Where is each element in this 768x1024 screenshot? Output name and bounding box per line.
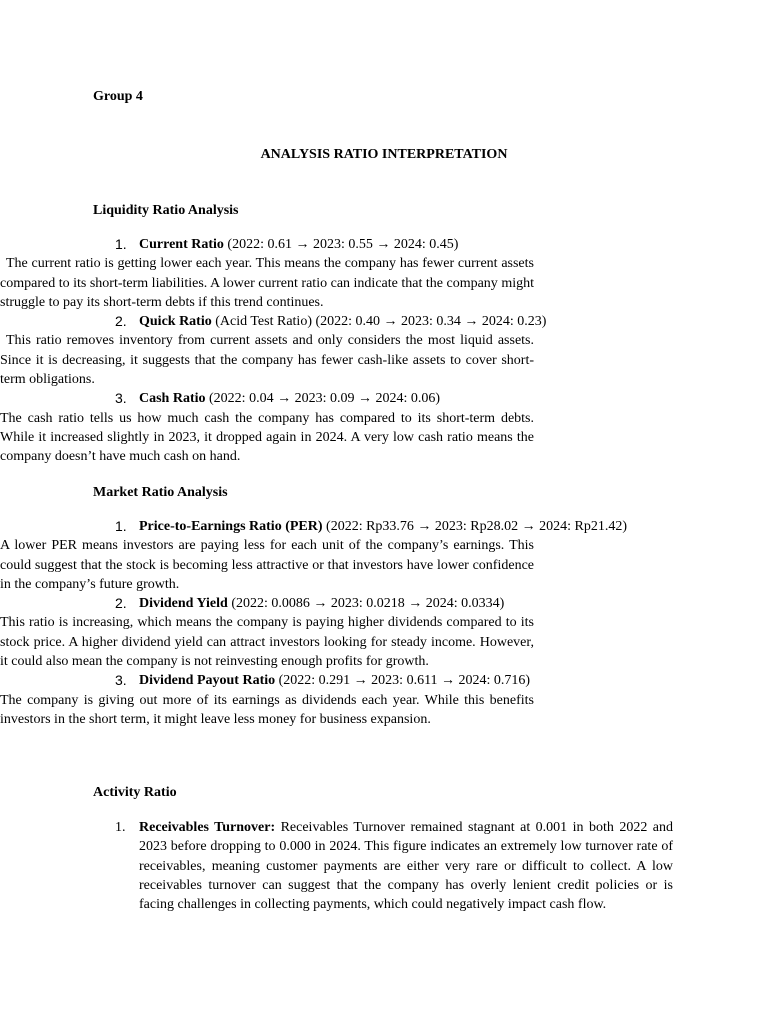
list-number: 1. [115,518,127,534]
ratio-explanation: Receivables Turnover remained stagnant at 0.001 in both 2022 and 2023 before dropping to 0.000 in 2024. This figure indicates an extremely low turnover rate of receivables, meaning customer payments are either very rare or difficult to collect. A low receivables turnover can suggest that the company has overly lenient credit policies or is facing challenges in collecting payments, which could negatively impact cash flow. [139,820,673,913]
ratio-explanation: This ratio is increasing, which means the company is paying higher dividends compared to its stock price. A higher dividend yield can attract investors looking for steady income. However, it could also mean the company is not reinvesting enough profits for growth. [0,615,534,670]
list-item-current-ratio [0,235,768,312]
ratio-values: (2022: 0.61 → 2023: 0.55 → 2024: 0.45) [223,237,459,252]
activity-ratio-list [0,818,768,914]
ratio-term: Price-to-Earnings Ratio (PER) [139,519,323,534]
group-label: Group 4 [93,89,143,104]
ratio-term: Receivables Turnover: [139,820,276,835]
document-title: ANALYSIS RATIO INTERPRETATION [260,147,508,162]
ratio-explanation: A lower PER means investors are paying less for each unit of the company’s earnings. This could suggest that the stock is becoming less attractive or that investors have lower confidence in the company’s future growth. [0,538,534,592]
list-number: 1. [115,820,126,835]
list-number: 2. [115,595,127,612]
ratio-term: Current Ratio [139,237,224,252]
ratio-explanation: The current ratio is getting lower each year. This means the company has fewer current assets compared to its short-term liabilities. A lower current ratio can indicate that the company might struggle to pay its short-term debts if this trend continues. [0,256,534,310]
list-item-price-earnings-ratio [0,517,768,594]
list-item-quick-ratio [0,312,768,389]
ratio-values: (2022: 0.291 → 2023: 0.611 → 2024: 0.716) [275,673,531,689]
ratio-term: Cash Ratio [139,391,206,407]
list-item-dividend-yield [0,594,768,671]
ratio-term: Dividend Payout Ratio [139,673,276,689]
ratio-term: Dividend Yield [139,596,228,612]
ratio-explanation: The company is giving out more of its earnings as dividends each year. While this benefits investors in the short term, it might leave less money for business expansion. [0,692,534,727]
market-ratio-list [0,517,768,729]
ratio-values: (Acid Test Ratio) (2022: 0.40 → 2023: 0.34 → 2024: 0.23) [211,314,547,330]
list-item-cash-ratio [0,389,768,466]
ratio-explanation: The cash ratio tells us how much cash the company has compared to its short-term debts. While it increased slightly in 2023, it dropped again in 2024. A very low cash ratio means the company doesn’t have much cash on hand. [0,410,534,465]
list-item-dividend-payout-ratio [0,671,768,729]
ratio-values: (2022: Rp33.76 → 2023: Rp28.02 → 2024: Rp21.42) [322,519,628,534]
ratio-values: (2022: 0.0086 → 2023: 0.0218 → 2024: 0.0334) [227,596,505,612]
list-number: 3. [115,390,127,407]
section-heading: Market Ratio Analysis [93,485,228,500]
list-number: 1. [115,236,127,252]
list-item-receivables-turnover [0,818,768,914]
section-heading: Liquidity Ratio Analysis [93,203,239,218]
section-heading: Activity Ratio [93,785,177,800]
ratio-values: (2022: 0.04 → 2023: 0.09 → 2024: 0.06) [205,391,441,407]
list-number: 3. [115,672,127,689]
ratio-term: Quick Ratio [139,314,212,330]
liquidity-ratio-list [0,235,768,467]
ratio-explanation: This ratio removes inventory from current assets and only considers the most liquid assets. Since it is decreasing, it suggests that the company has fewer cash-like assets to cover short-term obligations. [0,333,534,388]
list-number: 2. [115,313,127,330]
